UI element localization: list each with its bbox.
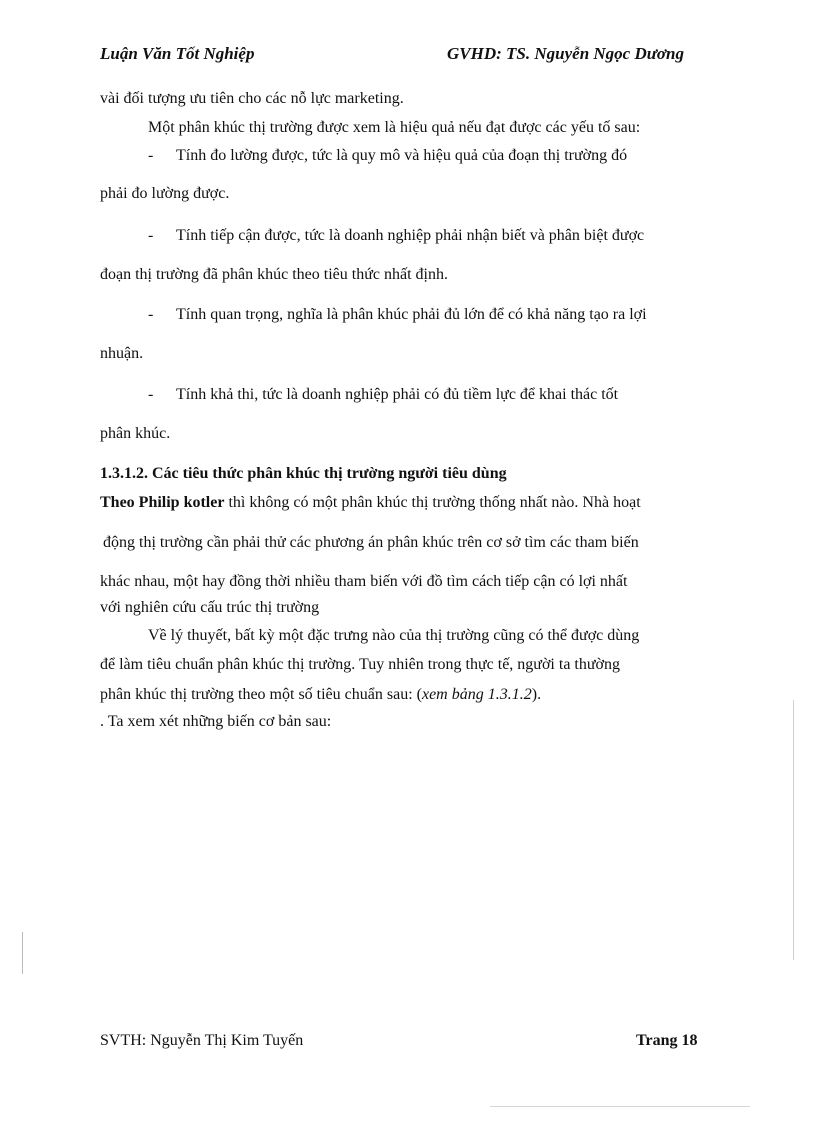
paragraph-1-author: Theo Philip kotler (100, 494, 225, 511)
table-reference: xem bảng 1.3.1.2 (421, 686, 532, 703)
bullet-continuation: đoạn thị trường đã phân khúc theo tiêu thức nhất định. (100, 266, 448, 283)
bullet-text: Tính quan trọng, nghĩa là phân khúc phải đủ lớn để có khả năng tạo ra lợi (176, 306, 647, 323)
paragraph-2-text-end: ). (531, 686, 542, 703)
paragraph-2-text: phân khúc thị trường theo một số tiêu chuẩn sau: ( (100, 686, 422, 703)
paragraph-1-line-4: với nghiên cứu cấu trúc thị trường (100, 599, 320, 616)
paragraph-3: . Ta xem xét những biến cơ bản sau: (100, 713, 332, 730)
bullet-dash: - (148, 386, 154, 403)
bullet-continuation: phân khúc. (100, 425, 171, 442)
scan-artifact-bottom (490, 1106, 750, 1107)
body-line-2: Một phân khúc thị trường được xem là hiệu quả nếu đạt được các yếu tố sau: (148, 119, 641, 136)
bullet-continuation: phải đo lường được. (100, 185, 230, 202)
paragraph-1-line-2: động thị trường cần phải thử các phương án phân khúc trên cơ sở tìm các tham biến (103, 534, 639, 551)
section-heading: 1.3.1.2. Các tiêu thức phân khúc thị trường người tiêu dùng (100, 465, 507, 482)
bullet-text: Tính khả thi, tức là doanh nghiệp phải có đủ tiềm lực để khai thác tốt (176, 386, 619, 403)
scan-artifact-right (793, 700, 794, 960)
paragraph-1-line-1 (100, 494, 641, 512)
bullet-text: Tính tiếp cận được, tức là doanh nghiệp phải nhận biết và phân biệt được (176, 227, 645, 244)
footer-student: SVTH: Nguyễn Thị Kim Tuyến (100, 1032, 304, 1049)
footer-page-number: Trang 18 (636, 1032, 698, 1049)
paragraph-1-rest: thì không có một phân khúc thị trường thống nhất nào. Nhà hoạt (224, 494, 641, 511)
bullet-dash: - (148, 306, 154, 323)
paragraph-1-line-3: khác nhau, một hay đồng thời nhiều tham biến với đồ tìm cách tiếp cận có lợi nhất (100, 573, 628, 590)
body-line-1: vài đối tượng ưu tiên cho các nỗ lực marketing. (100, 90, 404, 107)
header-left-title: Luận Văn Tốt Nghiệp (100, 44, 255, 63)
bullet-dash: - (148, 227, 154, 244)
paragraph-2-line-2: để làm tiêu chuẩn phân khúc thị trường. Tuy nhiên trong thực tế, người ta thường (100, 656, 620, 673)
paragraph-2-line-3 (100, 686, 541, 704)
header-right-advisor: GVHD: TS. Nguyễn Ngọc Dương (447, 44, 685, 63)
bullet-dash: - (148, 147, 154, 164)
bullet-text: Tính đo lường được, tức là quy mô và hiệu quả của đoạn thị trường đó (176, 147, 628, 164)
bullet-continuation: nhuận. (100, 345, 144, 362)
scan-artifact-left (22, 932, 23, 974)
paragraph-2-line-1: Về lý thuyết, bất kỳ một đặc trưng nào của thị trường cũng có thể được dùng (148, 627, 640, 644)
